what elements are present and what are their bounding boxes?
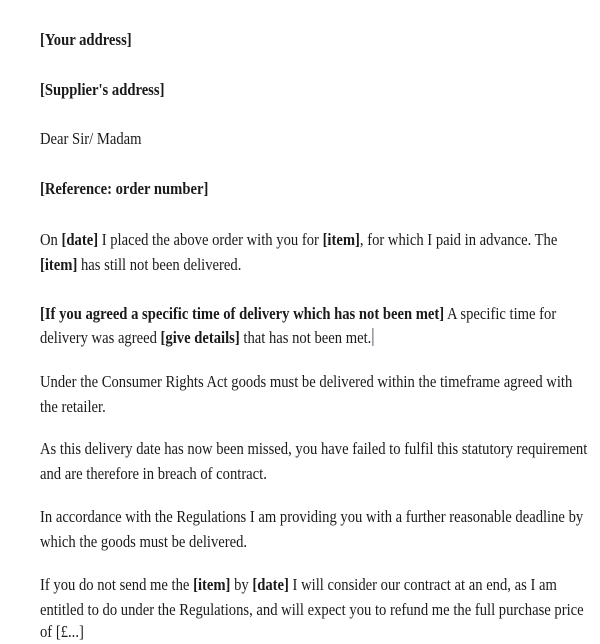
your-address-text: [Your address] [40,30,132,49]
date-placeholder: [date] [61,230,99,249]
paragraph-rights-line-1: Under the Consumer Rights Act goods must be delivered within the timeframe agreed with [40,372,573,391]
paragraph-delivery-line-2 [40,326,374,350]
date-placeholder: [date] [252,575,289,594]
supplier-address [40,78,164,102]
text-span: that has not been met. [239,328,372,347]
paragraph-breach-line-1: As this delivery date has now been missed, you have failed to fulfil this statutory requirement [40,439,588,458]
text-span: , for which I paid in advance. The [359,230,558,249]
paragraph-refund-line-1 [40,573,557,597]
reference-text: [Reference: order number] [40,179,209,198]
item-placeholder: [item] [322,230,360,249]
paragraph-order-line-1 [40,228,557,252]
paragraph-refund-line-3: of [£...] [40,622,84,641]
supplier-address-text: [Supplier's address] [40,80,165,99]
text-span: If you do not send me the [40,575,194,594]
text-span: has still not been delivered. [77,255,242,274]
text-span: On [40,230,62,249]
text-span: by [230,575,253,594]
item-placeholder: [item] [193,575,231,594]
paragraph-delivery-line-1 [40,302,556,326]
paragraph-deadline-line-1: In accordance with the Regulations I am providing you with a further reasonable deadline by [40,507,584,526]
salutation: Dear Sir/ Madam [40,129,142,148]
text-span: A specific time for [444,304,557,323]
paragraph-order-line-2 [40,253,241,277]
text-span: I placed the above order with you for [98,230,323,249]
text-cursor [372,328,374,346]
text-span: I will consider our contract at an end, as I am [288,575,557,594]
reference [40,177,208,201]
details-placeholder: [give details] [160,328,240,347]
your-address [40,28,132,52]
paragraph-deadline-line-2: which the goods must be delivered. [40,532,248,551]
paragraph-refund-line-2: entitled to do under the Regulations, and will expect you to refund me the full purchase price [40,600,584,619]
paragraph-rights-line-2: the retailer. [40,397,106,416]
item-placeholder: [item] [40,255,78,274]
text-span: delivery was agreed [40,328,161,347]
condition-placeholder: [If you agreed a specific time of delivery which has not been met] [40,304,445,323]
paragraph-breach-line-2: and are therefore in breach of contract. [40,464,267,483]
